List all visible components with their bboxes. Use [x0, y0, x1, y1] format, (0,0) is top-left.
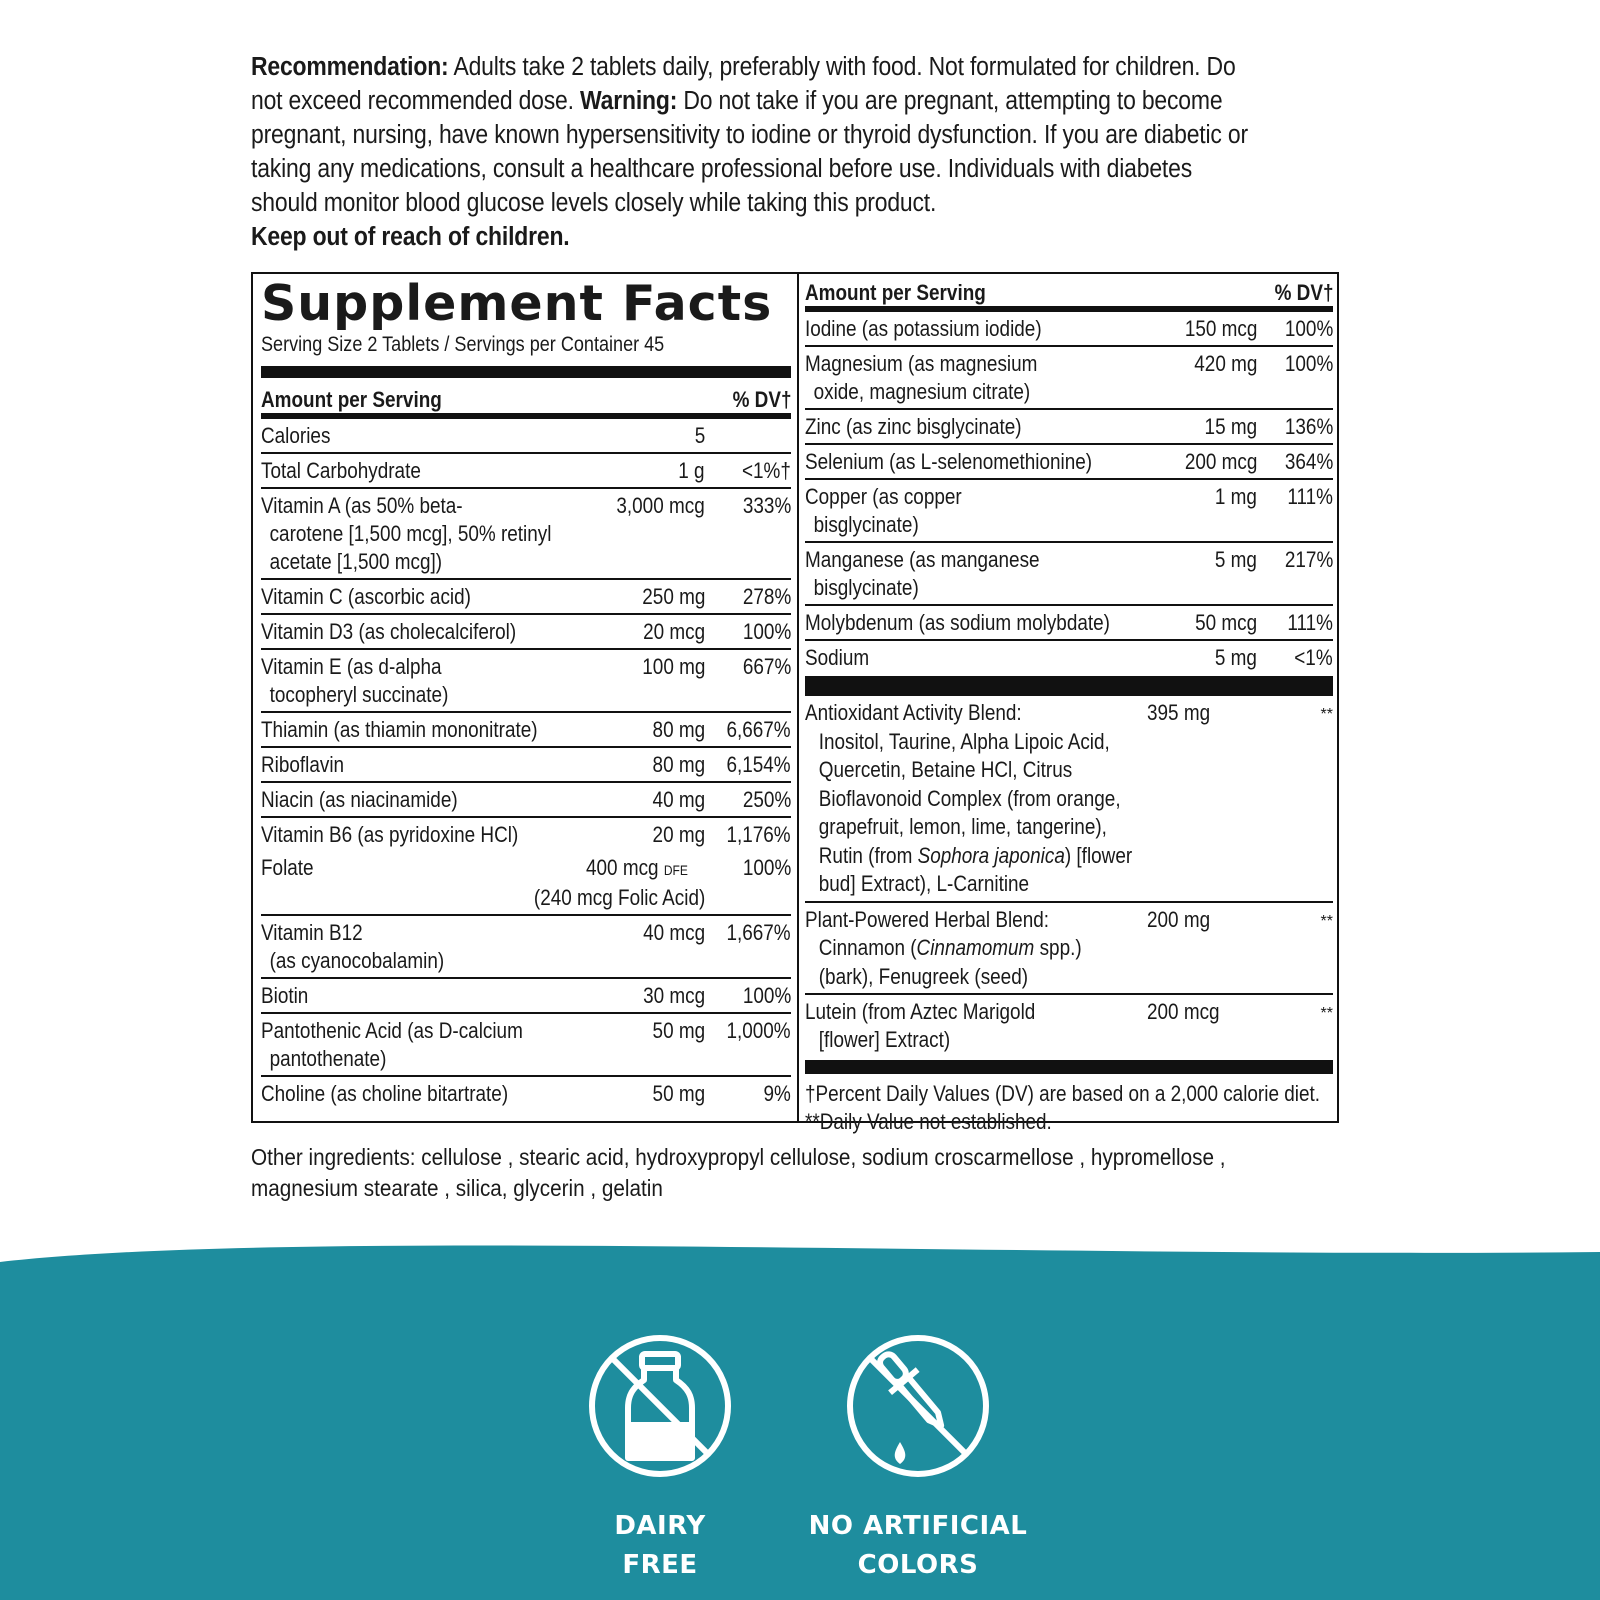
amount-per-serving-label: Amount per Serving [805, 280, 986, 305]
blend-amount: 395 mg [1147, 700, 1211, 725]
nutrient-amount: 3,000 mcg [616, 493, 705, 518]
nutrient-dv: 100% [1284, 316, 1333, 341]
nutrient-amount: 20 mg [652, 822, 705, 847]
nutrient-name: Vitamin B6 (as pyridoxine HCl) [261, 822, 519, 847]
amount-header-row-right [805, 274, 1333, 306]
recommendation-label: Recommendation: [251, 53, 449, 81]
nutrient-row [261, 783, 791, 818]
blend-ingredients: Inositol, Taurine, Alpha Lipoic Acid, Quercetin, Betaine HCl, Citrus Bioflavonoid Complex (from orange, grapefruit, lemon, lime, tangerine), Rutin (from [818, 728, 1121, 868]
blend-ingredients-end: ) [flower bud] Extract), L-Carnitine [818, 842, 1133, 896]
nutrient-name: Sodium [805, 645, 870, 670]
badge-label-line2: COLORS [857, 1550, 979, 1580]
nutrient-row [261, 650, 791, 713]
amount-per-serving-label: Amount per Serving [261, 387, 442, 412]
nutrient-dv: 364% [1284, 449, 1333, 474]
nutrient-dv: 1,176% [726, 822, 791, 847]
nutrient-sub: [flower] Extract) [818, 1027, 951, 1052]
recommendation-text: Adults take 2 tablets daily, preferably with food. Not formulated for children. Do not exceed recommended dose. [251, 53, 1236, 115]
nutrient-row [261, 454, 791, 489]
folate-unit: DFE [664, 862, 689, 878]
nutrient-amount: 40 mg [652, 787, 705, 812]
nutrient-dv: 1,000% [726, 1018, 791, 1043]
warning-paragraph [251, 50, 1259, 254]
badge-no-artificial-colors [800, 1318, 1036, 1585]
nutrient-dv: 100% [742, 983, 791, 1008]
no-dropper-icon [830, 1318, 1006, 1494]
nutrient-amount: 1 mg [1214, 484, 1257, 509]
nutrient-amount: 80 mg [652, 752, 705, 777]
nutrient-amount: 30 mcg [642, 983, 705, 1008]
blend-ingredients-italic: Sophora japonica [917, 842, 1065, 868]
nutrient-name: Calories [261, 423, 331, 448]
nutrient-sub: tocopheryl succinate) [269, 682, 449, 707]
nutrient-name: Thiamin (as thiamin mononitrate) [261, 717, 538, 742]
facts-left-column [261, 274, 791, 1121]
nutrient-sub: (as cyanocobalamin) [269, 948, 445, 973]
warning-label: Warning: [580, 87, 678, 115]
nutrient-sub: bisglycinate) [813, 512, 919, 537]
nutrient-dv: <1%† [742, 458, 791, 483]
thick-rule [261, 366, 791, 378]
nutrient-name: Choline (as choline bitartrate) [261, 1081, 509, 1106]
nutrient-amount: 15 mg [1204, 414, 1257, 439]
nutrient-dv: 278% [742, 584, 791, 609]
nutrient-name: Vitamin D3 (as cholecalciferol) [261, 619, 517, 644]
blend-name: Antioxidant Activity Blend: [805, 700, 1022, 725]
nutrient-name: Folate [261, 855, 314, 880]
nutrient-row [805, 445, 1333, 480]
badge-label: DAIRY FREE [614, 1511, 706, 1580]
folate-note: (240 mcg Folic Acid) [533, 885, 705, 910]
nutrient-row [261, 1014, 791, 1077]
thick-rule [805, 1060, 1333, 1074]
supplement-facts-panel [251, 272, 1339, 1134]
nutrient-row [805, 641, 1333, 674]
nutrient-amount: 200 mcg [1184, 449, 1257, 474]
nutrient-name: Riboflavin [261, 752, 345, 777]
nutrient-dv: ** [1320, 1005, 1333, 1022]
keep-out-of-reach: Keep out of reach of children. [251, 223, 570, 251]
nutrient-amount: 1 g [678, 458, 705, 483]
lutein-row [805, 995, 1333, 1056]
nutrient-amount: 50 mg [652, 1081, 705, 1106]
blend-ingredients-italic: Cinnamomum [916, 935, 1035, 960]
nutrient-name: Niacin (as niacinamide) [261, 787, 458, 812]
nutrient-row [261, 979, 791, 1014]
other-ingredients: Other ingredients: cellulose , stearic acid, hydroxypropyl cellulose, sodium croscarmellose , hypromellose , magnesium stearate , silica, glycerin , gelatin [251, 1144, 1226, 1201]
folate-dv: 100% [742, 855, 791, 880]
nutrient-dv: 111% [1287, 484, 1333, 509]
nutrient-sub: bisglycinate) [813, 575, 919, 600]
nutrient-dv: 217% [1284, 547, 1333, 572]
nutrient-sub: pantothenate) [269, 1046, 387, 1071]
blend-dv: ** [1320, 912, 1333, 930]
blend-amount: 200 mg [1147, 906, 1211, 932]
nutrient-dv: 111% [1287, 610, 1333, 635]
folate-amount: 400 mcg [586, 855, 660, 880]
nutrient-sub: oxide, magnesium citrate) [813, 379, 1031, 404]
nutrient-dv: 1,667% [726, 920, 791, 945]
nutrient-row [805, 543, 1333, 606]
badge-dairy-free [572, 1318, 748, 1585]
nutrient-amount: 150 mcg [1184, 316, 1257, 341]
nutrient-row [261, 615, 791, 650]
dv-header: % DV† [732, 387, 791, 412]
nutrient-name: Vitamin A (as 50% beta- [261, 493, 463, 518]
nutrient-list-left [261, 419, 791, 851]
nutrient-row [805, 347, 1333, 410]
blend-name: Plant-Powered Herbal Blend: [805, 906, 1049, 932]
badge-label [800, 1507, 1036, 1585]
nutrient-sub: carotene [1,500 mcg], 50% retinyl acetate [1,500 mcg]) [269, 521, 552, 574]
nutrient-dv: 9% [763, 1081, 791, 1106]
thick-rule [805, 676, 1333, 696]
nutrient-dv: 333% [742, 493, 791, 518]
column-divider [797, 274, 799, 1121]
facts-title: Supplement Facts [261, 275, 773, 332]
nutrient-name: Manganese (as manganese [805, 547, 1040, 572]
blend-ingredients-end: spp.) (bark), Fenugreek (seed) [818, 935, 1082, 989]
footnote-text: †Percent Daily Values (DV) are based on a 2,000 calorie diet. **Daily Value not established. [805, 1081, 1320, 1134]
nutrient-amount: 250 mg [641, 584, 705, 609]
nutrient-name: Vitamin E (as d-alpha [261, 654, 442, 679]
nutrient-amount: 200 mcg [1147, 999, 1220, 1024]
nutrient-row [261, 818, 791, 851]
nutrient-dv: 136% [1284, 414, 1333, 439]
nutrient-name: Molybdenum (as sodium molybdate) [805, 610, 1110, 635]
serving-size: Serving Size 2 Tablets / Servings per Container 45 [261, 333, 665, 356]
nutrient-row [261, 916, 791, 979]
nutrient-row [261, 580, 791, 615]
nutrient-amount: 5 mg [1214, 547, 1257, 572]
nutrient-name: Total Carbohydrate [261, 458, 421, 483]
herbal-blend-row [805, 903, 1333, 996]
nutrient-row [805, 606, 1333, 641]
badge-label-line1: NO ARTIFICIAL [808, 1511, 1028, 1541]
blend-dv: ** [1320, 706, 1333, 723]
nutrient-list-left-2 [261, 916, 791, 1110]
nutrient-dv: 6,667% [726, 717, 791, 742]
nutrient-row [261, 713, 791, 748]
blend-ingredients: Cinnamon ( [818, 935, 917, 960]
warning-text: Do not take if you are pregnant, attempting to become pregnant, nursing, have known hypersensitivity to iodine or thyroid dysfunction. If you are diabetic or taking any medications, consult a healthcare professional before use. Individuals with diabetes should monitor blood glucose levels closely while taking this product. [251, 87, 1248, 217]
nutrient-row [261, 748, 791, 783]
nutrient-name: Selenium (as L-selenomethionine) [805, 449, 1093, 474]
amount-header-row [261, 378, 791, 413]
nutrient-amount: 50 mcg [1194, 610, 1257, 635]
nutrient-amount: 100 mg [641, 654, 705, 679]
nutrient-row [261, 1077, 791, 1110]
nutrient-row [805, 410, 1333, 445]
nutrient-name: Biotin [261, 983, 309, 1008]
nutrient-name: Iodine (as potassium iodide) [805, 316, 1042, 341]
nutrient-list-right [805, 312, 1333, 674]
nutrient-name: Vitamin B12 [261, 920, 363, 945]
nutrient-dv: <1% [1294, 645, 1333, 670]
nutrient-dv: 100% [742, 619, 791, 644]
nutrient-name: Zinc (as zinc bisglycinate) [805, 414, 1022, 439]
nutrient-dv: 250% [742, 787, 791, 812]
nutrient-row [261, 419, 791, 454]
nutrient-amount: 50 mg [652, 1018, 705, 1043]
nutrient-dv: 100% [1284, 351, 1333, 376]
nutrient-amount: 20 mcg [642, 619, 705, 644]
dv-header: % DV† [1274, 280, 1333, 305]
nutrient-amount: 80 mg [652, 717, 705, 742]
nutrient-name: Pantothenic Acid (as D-calcium [261, 1018, 523, 1043]
nutrient-amount: 40 mcg [642, 920, 705, 945]
nutrient-dv: 667% [742, 654, 791, 679]
facts-right-column [805, 274, 1333, 1134]
dairy-free-bottle-icon [572, 1318, 748, 1494]
nutrient-name: Vitamin C (ascorbic acid) [261, 584, 471, 609]
nutrient-dv: 6,154% [726, 752, 791, 777]
footnote [805, 1074, 1333, 1136]
nutrient-name: Magnesium (as magnesium [805, 351, 1038, 376]
nutrient-row [805, 480, 1333, 543]
nutrient-amount: 5 [694, 423, 705, 448]
nutrient-name: Lutein (from Aztec Marigold [805, 999, 1036, 1024]
nutrient-row [261, 489, 791, 580]
nutrient-name: Copper (as copper [805, 484, 962, 509]
nutrient-amount: 420 mg [1193, 351, 1257, 376]
folate-row [261, 851, 791, 916]
nutrient-amount: 5 mg [1214, 645, 1257, 670]
antioxidant-blend-row [805, 696, 1333, 903]
nutrient-row [805, 312, 1333, 347]
